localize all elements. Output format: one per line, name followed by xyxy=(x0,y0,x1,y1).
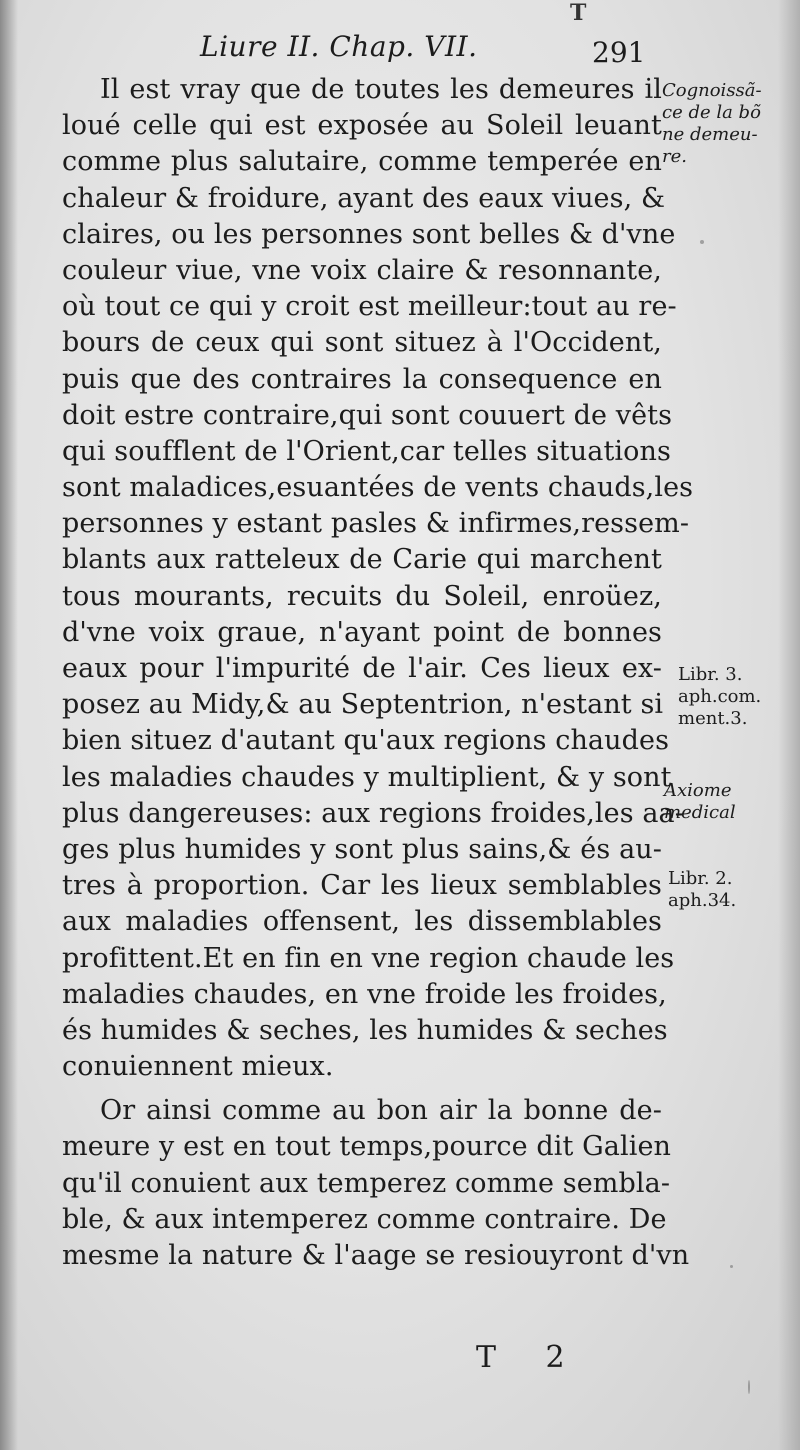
margin-note-line: Cognoissã- xyxy=(662,80,762,101)
text-line: puis que des contraires la consequence en xyxy=(62,363,662,395)
text-line: profittent.Et en fin en vne region chaude les xyxy=(62,942,675,974)
ink-speck xyxy=(748,1380,750,1394)
margin-note-axiome xyxy=(664,780,736,824)
margin-note-libr-3 xyxy=(678,664,761,730)
text-line: blants aux ratteleux de Carie qui marchent xyxy=(62,544,662,576)
text-line: plus dangereuses: aux regions froides,les aa- xyxy=(62,797,684,829)
margin-note-line: re. xyxy=(662,146,687,167)
margin-note-line: aph.com. xyxy=(678,686,762,707)
text-line: maladies chaudes, en vne froide les froides, xyxy=(62,978,667,1010)
text-line: bours de ceux qui sont situez à l'Occident, xyxy=(62,327,662,359)
text-line: qui soufflent de l'Orient,car telles situations xyxy=(62,435,671,467)
text-line: chaleur & froidure, ayant des eaux viues, & xyxy=(62,182,666,214)
margin-note-line: aph.34. xyxy=(668,890,737,911)
text-line: claires, ou les personnes sont belles & d'vne xyxy=(62,218,676,250)
top-mark: T xyxy=(570,0,587,26)
text-line: ges plus humides y sont plus sains,& és au- xyxy=(62,833,662,865)
ink-speck xyxy=(700,240,704,244)
text-line: mesme la nature & l'aage se resiouyront d'vn xyxy=(62,1240,690,1271)
text-line: d'vne voix graue, n'ayant point de bonnes xyxy=(62,616,662,648)
text-line: posez au Midy,& au Septentrion, n'estant si xyxy=(62,689,664,721)
text-line: doit estre contraire,qui sont couuert de vêts xyxy=(62,399,673,431)
margin-note-line: ce de la bõ xyxy=(662,102,761,123)
main-text xyxy=(62,72,694,1274)
text-line: ble, & aux intemperez comme contraire. De xyxy=(62,1203,667,1235)
margin-note-libr-2 xyxy=(668,868,736,912)
text-line: és humides & seches, les humides & seches xyxy=(62,1014,668,1046)
text-line: conuiennent mieux. xyxy=(62,1051,334,1083)
running-head: Liure II. Chap. VII. xyxy=(200,30,478,63)
margin-note-line: Axiome xyxy=(664,780,732,801)
text-line: tres à proportion. Car les lieux semblables xyxy=(62,870,662,902)
margin-note-line: medical xyxy=(664,802,736,823)
text-line: les maladies chaudes y multiplient, & y sont xyxy=(62,761,672,793)
text-line: loué celle qui est exposée au Soleil leuant xyxy=(62,110,662,142)
text-line: comme plus salutaire, comme temperée en xyxy=(62,146,662,178)
text-line: Il est vray que de toutes les demeures il xyxy=(100,74,662,105)
text-line: où tout ce qui y croit est meilleur:tout au re- xyxy=(62,291,677,323)
text-line: Or ainsi comme au bon air la bonne de- xyxy=(100,1095,662,1127)
text-line: couleur viue, vne voix claire & resonnante, xyxy=(62,254,662,286)
text-line: qu'il conuient aux temperez comme sembla- xyxy=(62,1167,671,1199)
margin-note-line: Libr. 3. xyxy=(678,664,743,685)
ink-speck xyxy=(730,1265,733,1268)
text-line: sont maladices,esuantées de vents chauds,les xyxy=(62,472,694,504)
margin-note-line: Libr. 2. xyxy=(668,868,733,889)
text-line: aux maladies offensent, les dissemblables xyxy=(62,906,662,938)
signature-mark: T 2 xyxy=(476,1340,585,1375)
page-number: 291 xyxy=(592,36,646,69)
text-line: eaux pour l'impurité de l'air. Ces lieux ex- xyxy=(62,653,662,684)
text-line: meure y est en tout temps,pource dit Galien xyxy=(62,1131,672,1163)
margin-note-line: ne demeu- xyxy=(662,124,758,145)
text-line: bien situez d'autant qu'aux regions chaudes xyxy=(62,725,670,757)
margin-note-line: ment.3. xyxy=(678,708,748,729)
margin-note-cognoissance xyxy=(662,80,762,168)
text-line: personnes y estant pasles & infirmes,ressem- xyxy=(62,508,690,540)
text-line: tous mourants, recuits du Soleil, enroüez, xyxy=(62,580,662,612)
